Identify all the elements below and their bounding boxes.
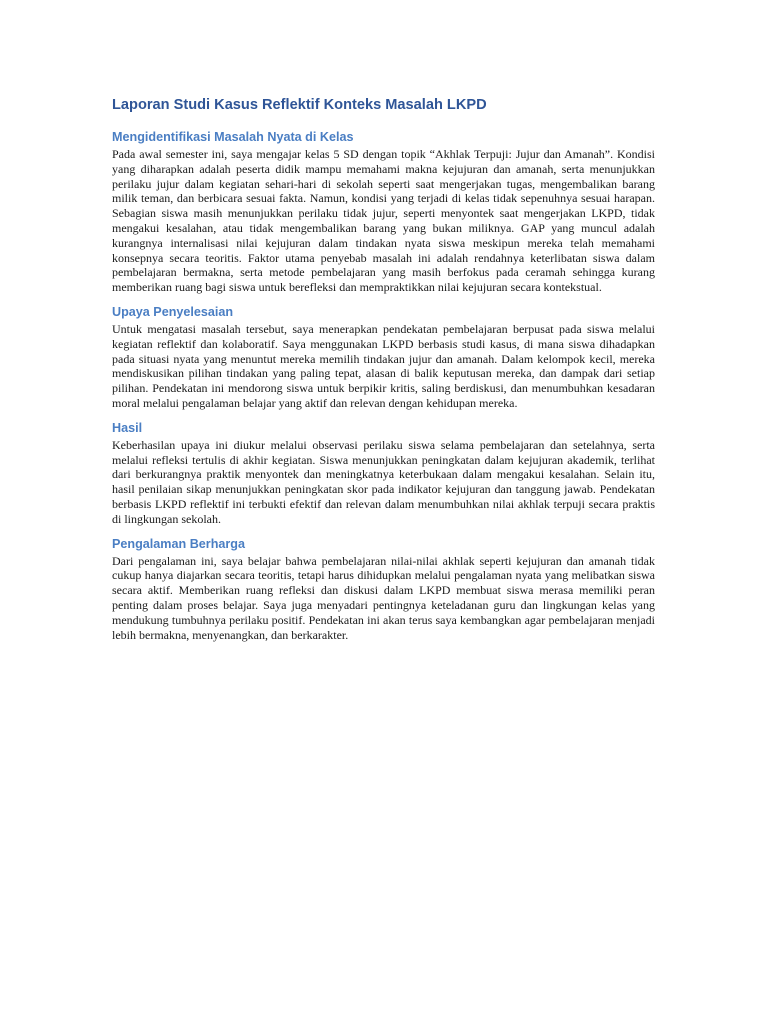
- document-title: Laporan Studi Kasus Reflektif Konteks Masalah LKPD: [112, 97, 487, 113]
- section-paragraph: Untuk mengatasi masalah tersebut, saya menerapkan pendekatan pembelajaran berpusat pada siswa melalui kegiatan reflektif dan kolaboratif. Saya menggunakan LKPD berbasis studi kasus, di mana siswa dihadapkan pada situasi nyata yang menuntut mereka memilih tindakan jujur dan amanah. Dalam kelompok kecil, mereka mendiskusikan pilihan tindakan yang paling tepat, alasan di balik keputusan mereka, dan dampak dari setiap pilihan. Pendekatan ini mendorong siswa untuk berpikir kritis, saling berdiskusi, dan menumbuhkan kesadaran moral melalui pengalaman belajar yang aktif dan relevan dengan kehidupan mereka.: [112, 321, 655, 410]
- document-content: [112, 95, 655, 651]
- section-identify-problem: [112, 129, 655, 295]
- section-heading: Pengalaman Berharga: [112, 536, 245, 551]
- section-heading: Hasil: [112, 420, 143, 435]
- section-paragraph: Pada awal semester ini, saya mengajar kelas 5 SD dengan topik “Akhlak Terpuji: Jujur dan Amanah”. Kondisi yang diharapkan adalah peserta didik mampu memahami makna kejujuran dan amanah, serta menunjukkan perilaku jujur dalam kegiatan sehari-hari di sekolah seperti saat mengerjakan tugas, mengembalikan barang milik teman, dan berbicara sesuai fakta. Namun, kondisi yang terjadi di kelas tidak sepenuhnya sesuai harapan. Sebagian siswa masih menunjukkan perilaku tidak jujur, seperti menyontek saat mengerjakan LKPD, tidak mengakui kesalahan, atau tidak mengembalikan barang yang bukan miliknya. GAP yang muncul adalah kurangnya internalisasi nilai kejujuran dalam tindakan nyata siswa meskipun mereka telah memahami konsepnya secara teoritis. Faktor utama penyebab masalah ini adalah rendahnya keterlibatan siswa dalam pembelajaran bermakna, serta metode pembelajaran yang masih berfokus pada ceramah sehingga kurang memberikan ruang bagi siswa untuk berefleksi dan mempraktikkan nilai kejujuran secara kontekstual.: [112, 147, 655, 295]
- section-results: [112, 420, 655, 527]
- section-paragraph: Keberhasilan upaya ini diukur melalui observasi perilaku siswa selama pembelajaran dan setelahnya, serta melalui refleksi tertulis di akhir kegiatan. Siswa menunjukkan peningkatan dalam kejujuran akademik, terlihat dari berkurangnya praktik menyontek dan meningkatnya keterbukaan dalam mengakui kesalahan. Selain itu, hasil penilaian sikap menunjukkan peningkatan skor pada indikator kejujuran dan tanggung jawab. Pendekatan berbasis LKPD reflektif ini terbukti efektif dan relevan dalam menumbuhkan nilai akhlak terpuji secara praktis di lingkungan sekolah.: [112, 437, 655, 526]
- section-heading: Mengidentifikasi Masalah Nyata di Kelas: [112, 130, 354, 144]
- section-paragraph: Dari pengalaman ini, saya belajar bahwa pembelajaran nilai-nilai akhlak seperti kejujuran dan amanah tidak cukup hanya diajarkan secara teoritis, tetapi harus dihidupkan melalui pengalaman nyata yang melibatkan siswa secara aktif. Memberikan ruang refleksi dan diskusi dalam LKPD membuat siswa merasa memiliki peran penting dalam proses belajar. Saya juga menyadari pentingnya keteladanan guru dan lingkungan kelas yang mendukung tumbuhnya perilaku positif. Pendekatan ini akan terus saya kembangkan agar pembelajaran menjadi lebih bermakna, menyenangkan, dan berkarakter.: [112, 553, 655, 642]
- section-solution-effort: [112, 304, 655, 411]
- section-heading: Upaya Penyelesaian: [112, 304, 234, 319]
- section-valuable-experience: [112, 536, 655, 643]
